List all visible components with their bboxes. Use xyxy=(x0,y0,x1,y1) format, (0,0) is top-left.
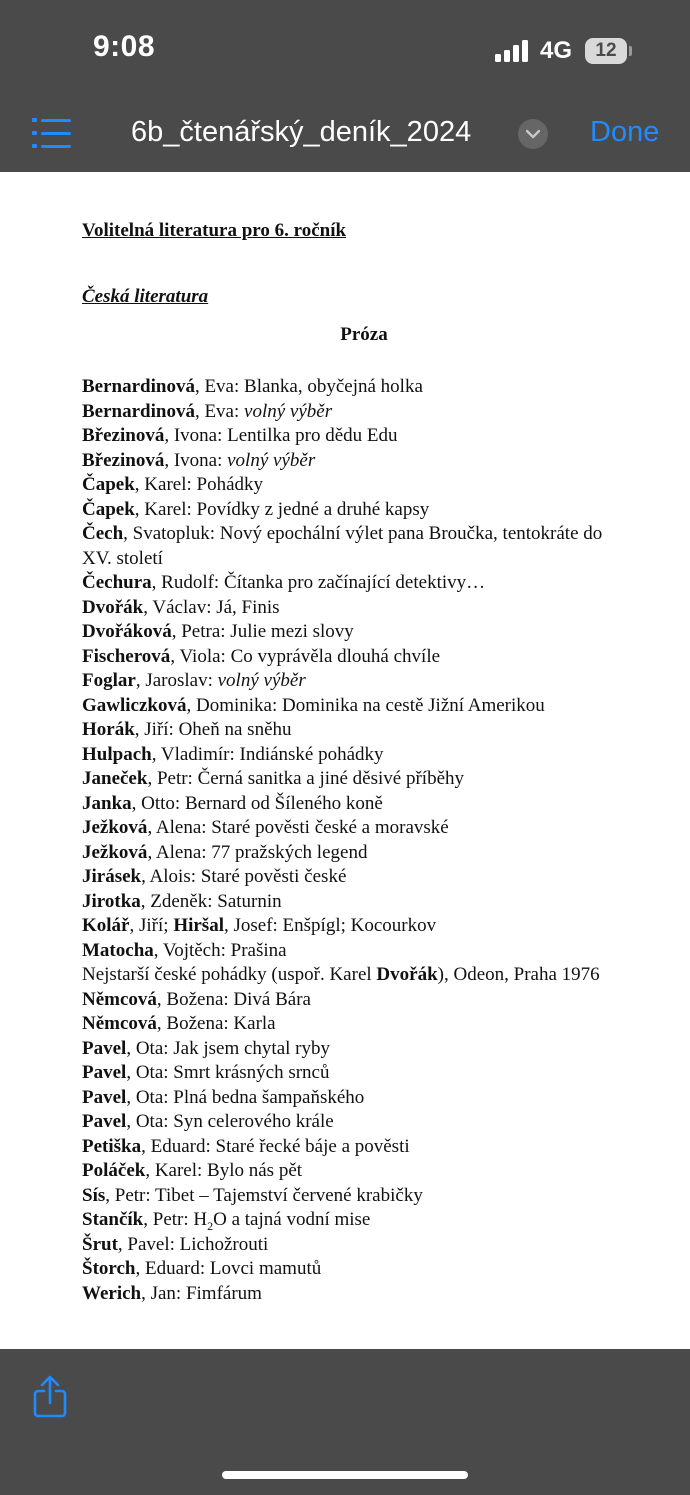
chevron-down-icon xyxy=(526,129,540,139)
list-item xyxy=(82,522,622,571)
entry-text: , Dominika: Dominika na cestě Jižní Amerikou xyxy=(186,694,545,716)
list-item xyxy=(82,1086,622,1111)
author-surname: Janka xyxy=(82,792,132,814)
author-surname: Štorch xyxy=(82,1258,136,1279)
list-item xyxy=(82,1257,622,1282)
author-surname: Březinová xyxy=(82,425,165,446)
author-surname: Pavel xyxy=(82,1062,127,1083)
author-surname: Dvořák xyxy=(376,964,438,985)
entry-text: , Eduard: Staré řecké báje a pověsti xyxy=(141,1135,410,1157)
list-item xyxy=(82,816,622,841)
list-item xyxy=(82,449,622,474)
document-title[interactable]: 6b_čtenářský_deník_2024 xyxy=(131,116,472,148)
cellular-signal-icon xyxy=(495,40,531,62)
author-surname: Petiška xyxy=(82,1135,142,1157)
entry-text: , Ota: Jak jsem chytal ryby xyxy=(126,1037,331,1059)
author-surname: Pavel xyxy=(82,1037,127,1059)
list-item xyxy=(82,1159,622,1184)
network-type: 4G xyxy=(540,37,573,64)
author-surname: Dvořák xyxy=(82,596,144,618)
entry-text: , Vojtěch: Prašina xyxy=(153,939,287,961)
entry-text: , Otto: Bernard od Šíleného koně xyxy=(131,792,383,814)
list-item xyxy=(82,939,622,964)
list-item xyxy=(82,596,622,621)
author-surname: Hulpach xyxy=(82,743,152,765)
author-surname: Janeček xyxy=(82,768,148,789)
navigation-bar xyxy=(0,100,690,172)
author-surname: Pavel xyxy=(82,1086,127,1108)
list-item xyxy=(82,473,622,498)
list-item xyxy=(82,743,622,768)
entry-text: , Zdeněk: Saturnin xyxy=(140,890,282,912)
entry-text: volný výběr xyxy=(217,670,306,691)
author-surname: Jirotka xyxy=(82,890,141,912)
author-surname: Stančík xyxy=(82,1209,144,1230)
list-item xyxy=(82,498,622,523)
entry-text: , Svatopluk: Nový epochální výlet pana Broučka, tentokráte do XV. století xyxy=(82,523,603,569)
entry-text: , Eduard: Lovci mamutů xyxy=(135,1258,322,1279)
document-subheading: Česká literatura xyxy=(82,286,209,307)
entry-text: 2 xyxy=(207,1218,214,1233)
list-item xyxy=(82,645,622,670)
author-surname: Pavel xyxy=(82,1111,127,1132)
list-icon[interactable] xyxy=(32,118,72,148)
list-item xyxy=(82,1184,622,1209)
author-surname: Gawliczková xyxy=(82,694,187,716)
entry-text: Nejstarší české pohádky (uspoř. Karel xyxy=(82,964,377,985)
battery-icon xyxy=(585,38,627,64)
done-button[interactable]: Done xyxy=(590,116,660,148)
author-surname: Poláček xyxy=(82,1160,146,1181)
list-item xyxy=(82,890,622,915)
author-surname: Sís xyxy=(82,1184,106,1206)
entry-text: , Petra: Julie mezi slovy xyxy=(171,621,354,642)
entry-text: , Jiří; xyxy=(129,915,174,936)
bottom-toolbar xyxy=(0,1349,690,1495)
battery-level: 12 xyxy=(595,40,617,61)
entry-text: volný výběr xyxy=(244,400,333,422)
list-item xyxy=(82,841,622,866)
entry-text: , Božena: Divá Bára xyxy=(156,988,311,1010)
author-surname: Dvořáková xyxy=(82,621,172,642)
list-item xyxy=(82,1282,622,1307)
author-surname: Matocha xyxy=(82,939,154,961)
list-item xyxy=(82,1037,622,1062)
author-surname: Werich xyxy=(82,1282,142,1304)
list-item xyxy=(82,914,622,939)
author-surname: Čechura xyxy=(82,572,152,593)
list-item xyxy=(82,1233,622,1258)
entry-text: , Alois: Staré pověsti české xyxy=(141,866,347,887)
section-title: Próza xyxy=(340,324,388,345)
title-menu-button[interactable] xyxy=(518,119,548,149)
author-surname: Ježková xyxy=(82,817,148,838)
list-item xyxy=(82,718,622,743)
author-surname: Hiršal xyxy=(173,915,224,936)
author-surname: Foglar xyxy=(82,670,136,691)
entry-text: , Eva: Blanka, obyčejná holka xyxy=(194,376,423,397)
entry-text: , Karel: Pohádky xyxy=(134,474,264,495)
entry-text: , Božena: Karla xyxy=(156,1013,276,1034)
book-list xyxy=(82,375,622,1306)
entry-text: , Josef: Enšpígl; Kocourkov xyxy=(223,915,437,936)
entry-text: , Eva: xyxy=(194,400,245,422)
home-indicator[interactable] xyxy=(222,1471,468,1479)
entry-text: , Jiří: Oheň na sněhu xyxy=(134,719,292,740)
entry-text: , Alena: Staré pověsti české a moravské xyxy=(147,817,449,838)
list-item xyxy=(82,767,622,792)
share-icon[interactable] xyxy=(32,1375,68,1419)
entry-text: , Alena: 77 pražských legend xyxy=(147,841,368,863)
entry-text: , Viola: Co vyprávěla dlouhá chvíle xyxy=(170,645,441,667)
author-surname: Fischerová xyxy=(82,645,171,667)
entry-text: volný výběr xyxy=(227,449,316,471)
entry-text: , Vladimír: Indiánské pohádky xyxy=(151,743,384,765)
list-item xyxy=(82,571,622,596)
list-item xyxy=(82,424,622,449)
author-surname: Čapek xyxy=(82,474,135,495)
entry-text: , Petr: Černá sanitka a jiné děsivé příběhy xyxy=(147,768,465,789)
author-surname: Čech xyxy=(82,523,124,544)
list-item xyxy=(82,1012,622,1037)
list-item xyxy=(82,1110,622,1135)
status-time: 9:08 xyxy=(93,30,156,63)
author-surname: Němcová xyxy=(82,1013,157,1034)
entry-text: , Pavel: Lichožrouti xyxy=(117,1233,269,1255)
list-item xyxy=(82,620,622,645)
list-item xyxy=(82,988,622,1013)
author-surname: Březinová xyxy=(82,449,165,471)
list-item xyxy=(82,669,622,694)
entry-text: , Ota: Syn celerového krále xyxy=(126,1111,334,1132)
entry-text: , Ota: Plná bedna šampaňského xyxy=(126,1086,365,1108)
list-item xyxy=(82,963,622,988)
list-item xyxy=(82,694,622,719)
author-surname: Bernardinová xyxy=(82,400,195,422)
document-page xyxy=(0,172,690,1349)
list-item xyxy=(82,1061,622,1086)
author-surname: Jirásek xyxy=(82,866,142,887)
list-item xyxy=(82,865,622,890)
author-surname: Bernardinová xyxy=(82,376,195,397)
entry-text: , Rudolf: Čítanka pro začínající detektivy… xyxy=(151,572,486,593)
entry-text: , Petr: H xyxy=(143,1209,208,1230)
status-bar xyxy=(0,0,690,100)
list-item xyxy=(82,792,622,817)
entry-text: , Václav: Já, Finis xyxy=(143,596,280,618)
entry-text: , Jan: Fimfárum xyxy=(141,1282,262,1304)
list-item xyxy=(82,1135,622,1160)
entry-text: , Petr: Tibet – Tajemství červené krabičky xyxy=(105,1184,423,1206)
entry-text: , Ivona: Lentilka pro dědu Edu xyxy=(164,425,398,446)
list-item xyxy=(82,1208,622,1233)
entry-text: , Karel: Povídky z jedné a druhé kapsy xyxy=(134,498,430,520)
author-surname: Kolář xyxy=(82,915,130,936)
entry-text: ), Odeon, Praha 1976 xyxy=(437,964,600,985)
battery-tip xyxy=(629,46,632,56)
author-surname: Ježková xyxy=(82,841,148,863)
author-surname: Němcová xyxy=(82,988,157,1010)
entry-text: , Ivona: xyxy=(164,449,228,471)
list-item xyxy=(82,400,622,425)
document-heading: Volitelná literatura pro 6. ročník xyxy=(82,220,347,241)
author-surname: Horák xyxy=(82,719,135,740)
entry-text: , Ota: Smrt krásných srnců xyxy=(126,1062,330,1083)
entry-text: , Karel: Bylo nás pět xyxy=(145,1160,303,1181)
entry-text: O a tajná vodní mise xyxy=(213,1209,371,1230)
author-surname: Šrut xyxy=(82,1233,118,1255)
entry-text: , Jaroslav: xyxy=(135,670,218,691)
list-item xyxy=(82,375,622,400)
author-surname: Čapek xyxy=(82,498,135,520)
